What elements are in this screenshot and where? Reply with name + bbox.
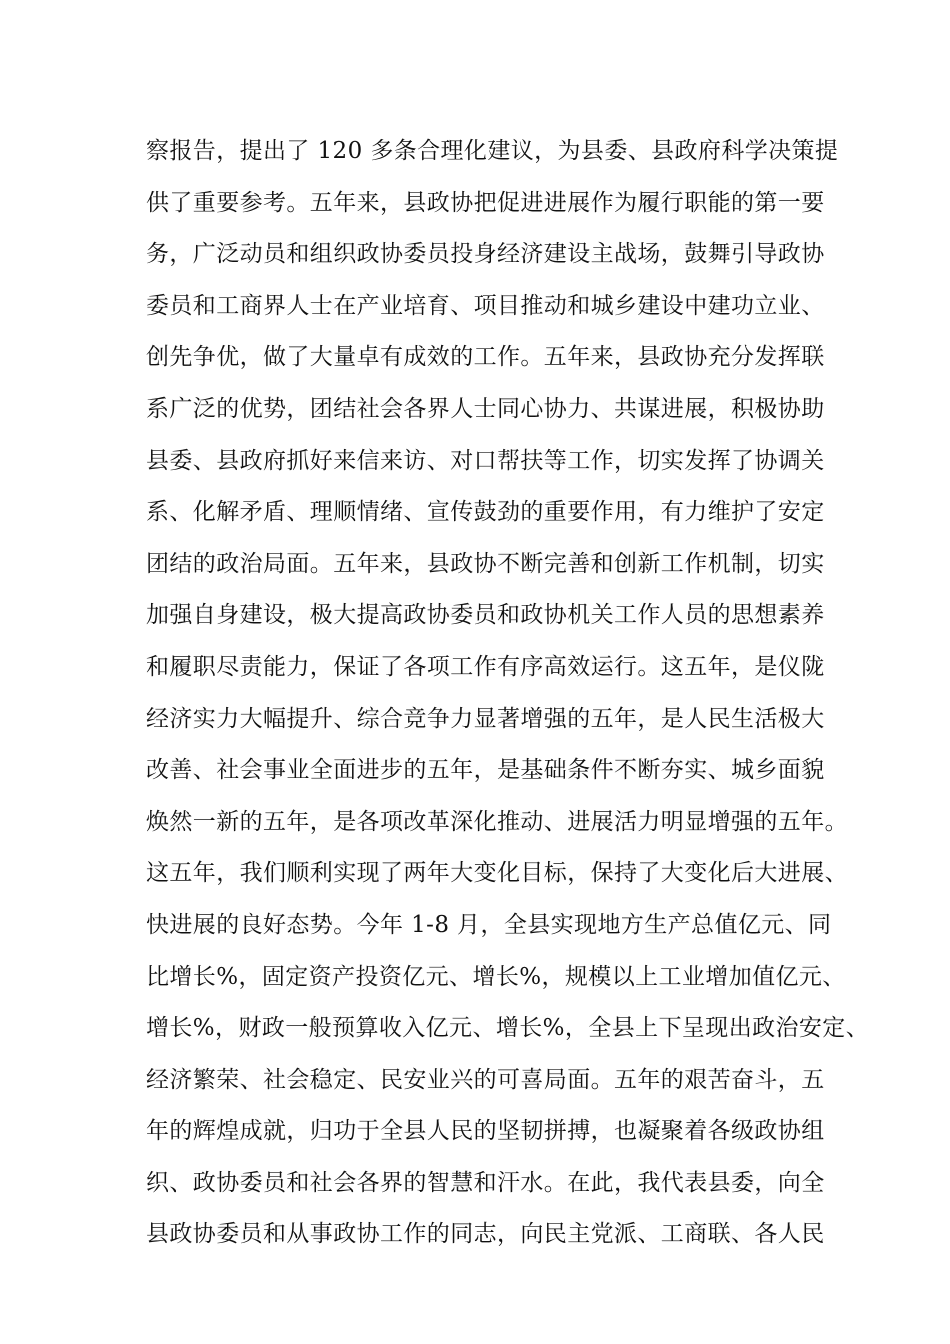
text-line: 察报告，提出了 120 多条合理化建议，为县委、县政府科学决策提 xyxy=(146,138,839,164)
text-line: 比增长%，固定资产投资亿元、增长%，规模以上工业增加值亿元、 xyxy=(146,963,846,990)
text-line: 经济实力大幅提升、综合竞争力显著增强的五年，是人民生活极大 xyxy=(146,705,825,732)
text-line: 加强自身建设，极大提高政协委员和政协机关工作人员的思想素养 xyxy=(146,602,825,629)
text-line: 创先争优，做了大量卓有成效的工作。五年来，县政协充分发挥联 xyxy=(146,344,825,371)
text-line: 系、化解矛盾、理顺情绪、宣传鼓劲的重要作用，有力维护了安定 xyxy=(146,499,825,526)
text-line: 经济繁荣、社会稳定、民安业兴的可喜局面。五年的艰苦奋斗，五 xyxy=(146,1066,825,1093)
text-line: 务，广泛动员和组织政协委员投身经济建设主战场，鼓舞引导政协 xyxy=(146,241,825,268)
text-line: 委员和工商界人士在产业培育、项目推动和城乡建设中建功立业、 xyxy=(146,292,825,319)
text-line: 这五年，我们顺利实现了两年大变化目标，保持了大变化后大进展、 xyxy=(146,860,848,887)
text-line: 县政协委员和从事政协工作的同志，向民主党派、工商联、各人民 xyxy=(146,1221,825,1248)
text-line: 焕然一新的五年，是各项改革深化推动、进展活力明显增强的五年。 xyxy=(146,808,848,835)
text-line: 织、政协委员和社会各界的智慧和汗水。在此，我代表县委，向全 xyxy=(146,1169,825,1196)
text-line: 增长%，财政一般预算收入亿元、增长%，全县上下呈现出政治安定、 xyxy=(146,1015,870,1042)
text-line: 和履职尽责能力，保证了各项工作有序高效运行。这五年，是仪陇 xyxy=(146,653,825,680)
text-line: 团结的政治局面。五年来，县政协不断完善和创新工作机制，切实 xyxy=(146,550,825,577)
text-line: 改善、社会事业全面进步的五年，是基础条件不断夯实、城乡面貌 xyxy=(146,757,825,784)
text-line: 快进展的良好态势。今年 1-8 月，全县实现地方生产总值亿元、同 xyxy=(146,911,832,938)
text-line: 县委、县政府抓好来信来访、对口帮扶等工作，切实发挥了协调关 xyxy=(146,447,825,474)
text-line: 系广泛的优势，团结社会各界人士同心协力、共谋进展，积极协助 xyxy=(146,395,825,422)
text-line: 供了重要参考。五年来，县政协把促进进展作为履行职能的第一要 xyxy=(146,189,825,216)
text-line: 年的辉煌成就，归功于全县人民的坚韧拼搏，也凝聚着各级政协组 xyxy=(146,1118,825,1145)
body-text xyxy=(146,126,870,1261)
